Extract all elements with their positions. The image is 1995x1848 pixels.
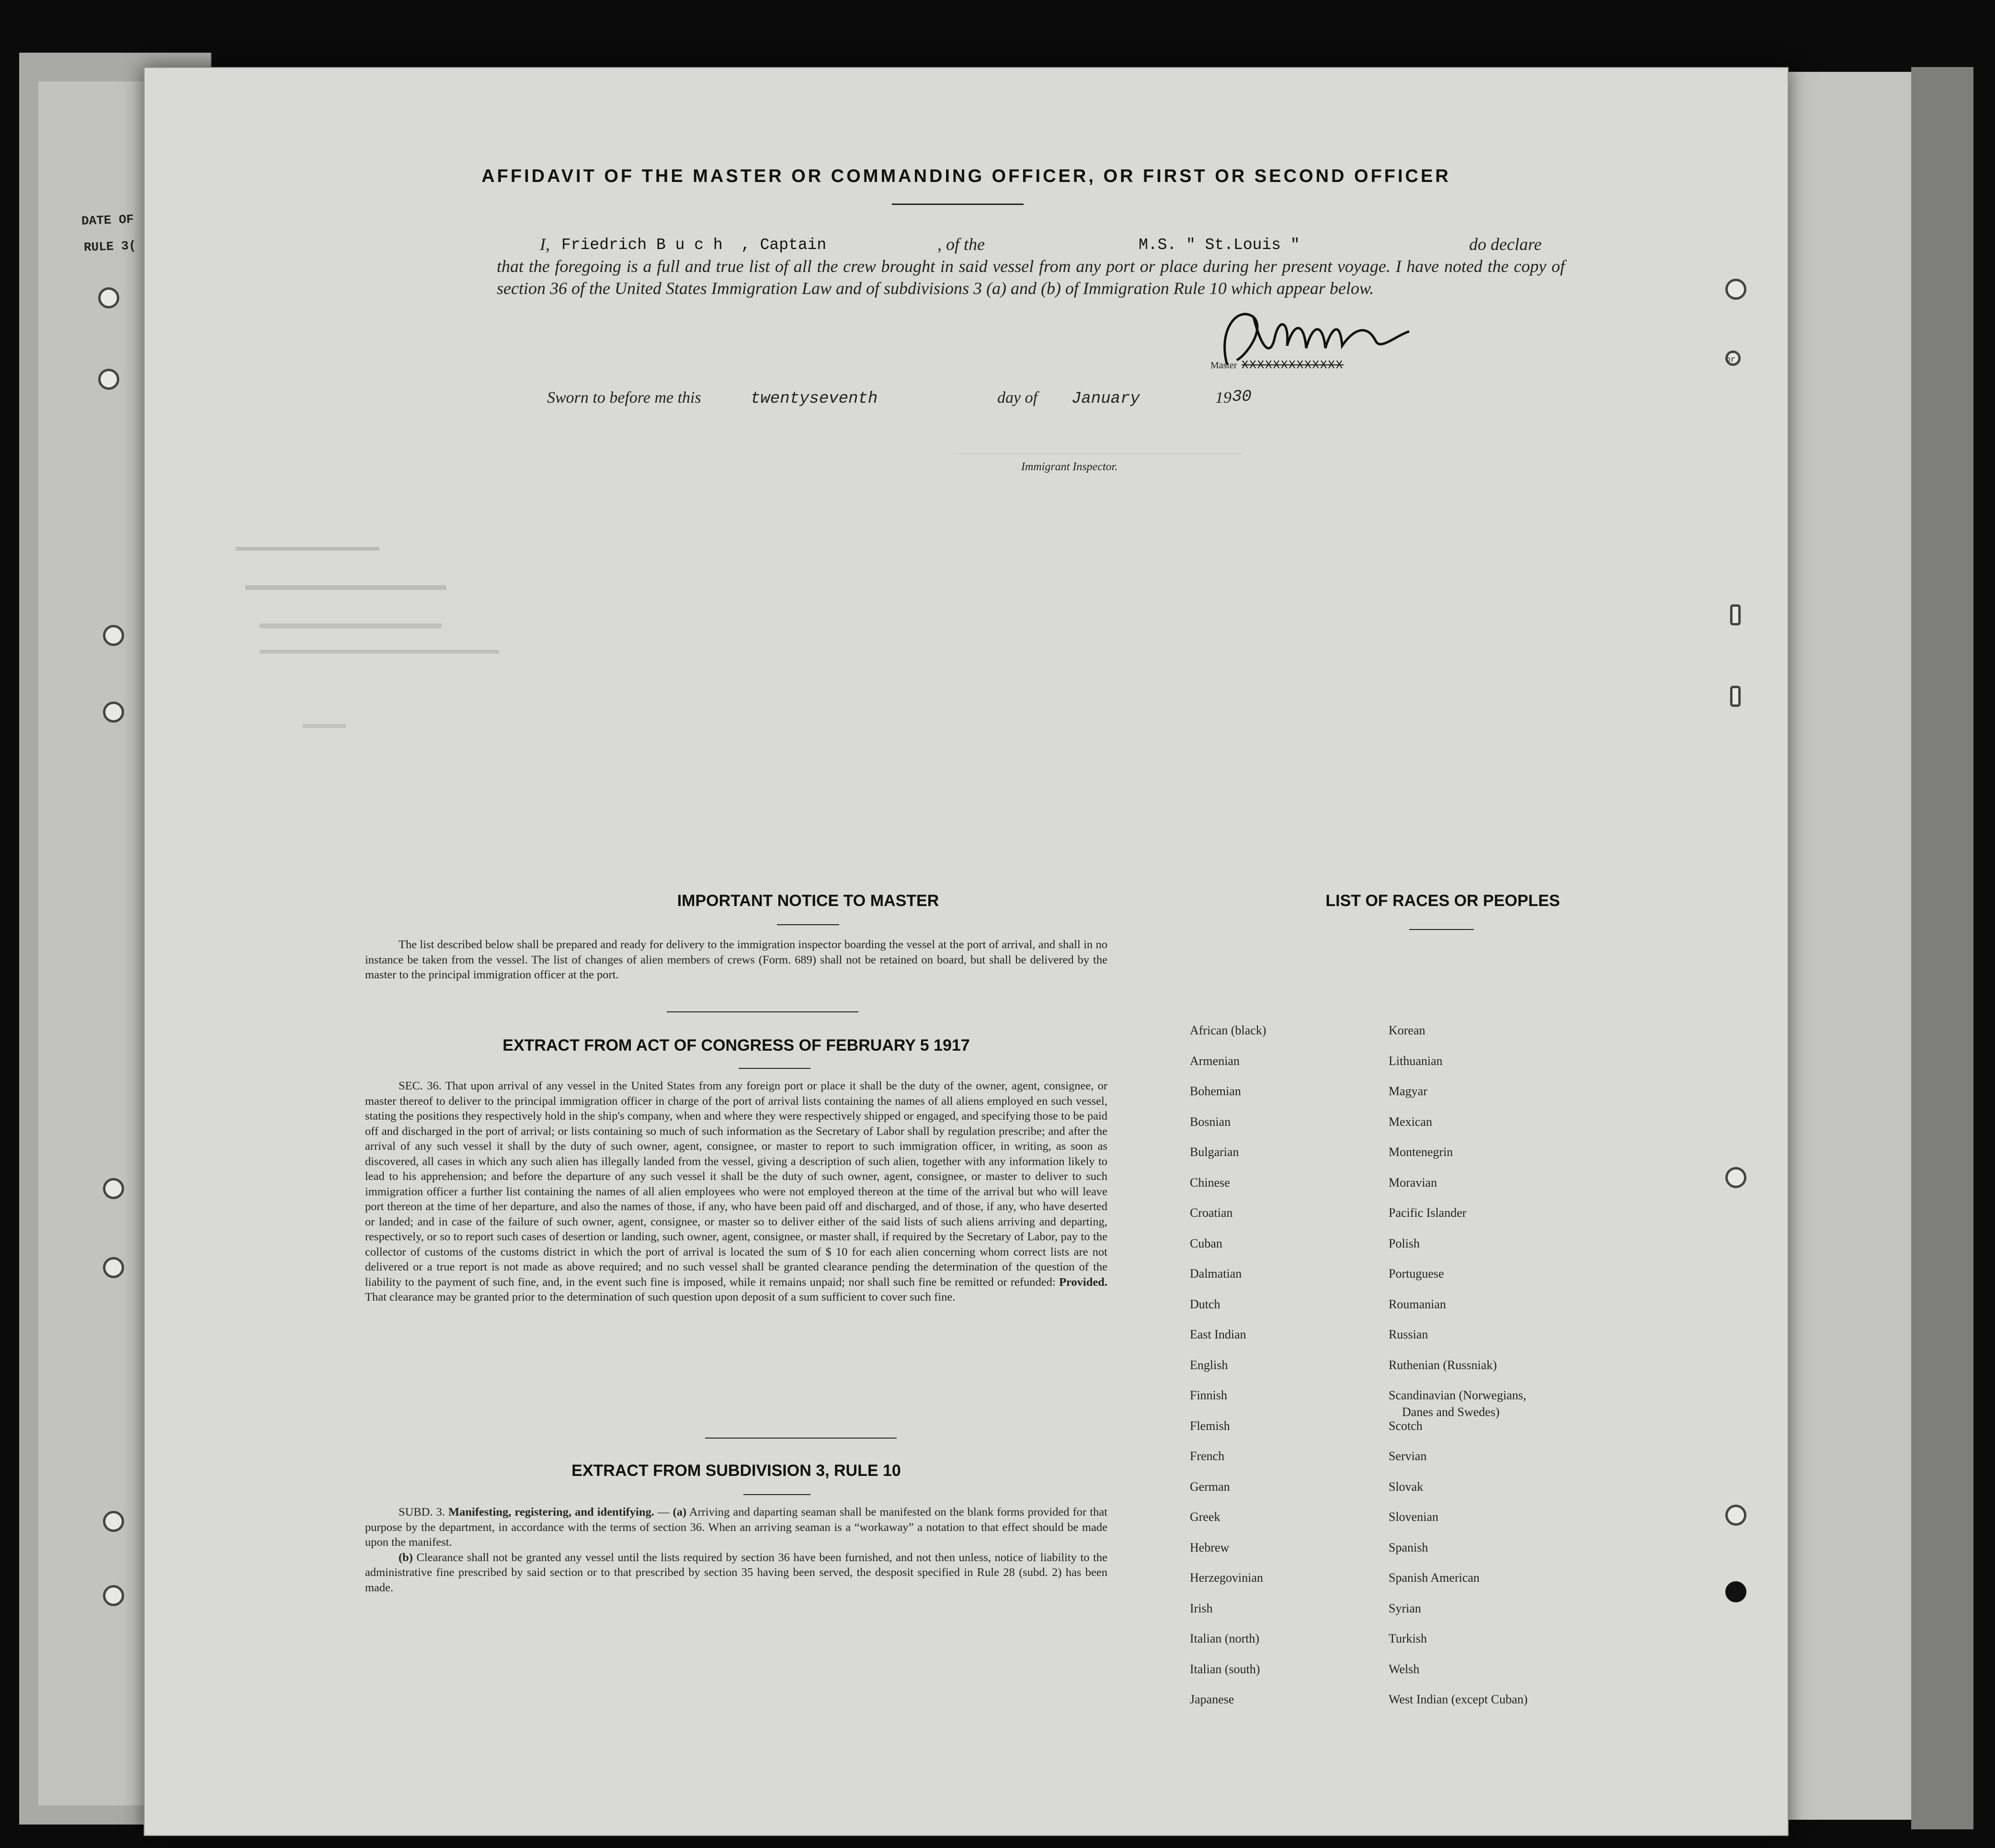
race-item: Syrian [1389,1601,1421,1615]
race-item: Spanish American [1389,1571,1480,1585]
race-item: Dalmatian [1190,1267,1242,1281]
races-column-2 [1389,1023,1528,1723]
underlying-stamp-line2: RULE 3( [83,238,137,255]
underlying-stamp-line1: DATE OF [81,212,134,228]
race-item: Welsh [1389,1662,1420,1676]
vessel-name: M.S. " St.Louis " [1139,236,1300,254]
rule-extract-text [365,1505,1107,1595]
subd-heading: Manifesting, registering, and identifying. [448,1506,654,1519]
affidavit-statement [497,233,1565,299]
master-struck-title: XXXXXXXXXXXXX [1242,359,1344,372]
inspector-label: Immigrant Inspector. [1021,461,1118,473]
title-rule [892,204,1024,205]
inspector-signature-line [954,453,1242,454]
race-item: Bohemian [1190,1084,1241,1098]
race-item: Armenian [1190,1054,1240,1068]
para-a-label: (a) [673,1506,687,1519]
race-item: Ruthenian (Russniak) [1389,1358,1497,1372]
races-continuation: Danes and Swedes) [1402,1405,1500,1419]
rule-extract-rule [743,1494,810,1495]
race-item: Servian [1389,1449,1427,1463]
act-extract-end: That clearance may be granted prior to the determination of such question upon deposit of a sum sufficient to cover such fine. [365,1291,956,1304]
notice-title: IMPORTANT NOTICE TO MASTER [677,892,939,910]
punch-hole [1725,279,1746,300]
para-b-text: Clearance shall not be granted any vessel until the lists required by section 36 have been furnished, and not then unless, notice of liability to the administrative fine prescribed by said section or to that prescribed by section 35 having been served, the desposit specified in Rule 28 (subd. 2) has been made. [365,1551,1108,1594]
act-extract-text [365,1078,1107,1305]
race-item: Montenegrin [1389,1145,1453,1159]
para-a-text: Arriving and daparting seaman shall be manifested on the blank forms provided for that purpose by the department, in accordance with the terms of section 36. When an arriving seaman is a “workaway” a notation to that effect should be made upon the manifest. [365,1506,1108,1549]
act-extract-separator [705,1438,897,1439]
race-item: Dutch [1190,1297,1220,1311]
bleed-through-mark [260,624,442,628]
affidavit-line-1 [497,233,1565,255]
do-declare-label: do declare [1469,235,1542,254]
punch-slot [1730,686,1741,707]
notice-text: The list described below shall be prepared and ready for delivery to the immigration inspector boarding the vessel at the port of arrival, and shall in no instance be taken from the vessel. The list of changes of alien members of crews (Form. 689) shall not be retained on board, but shall be delivered by the master to the principal immigration officer at the port. [365,938,1107,981]
master-label: Master [1210,360,1237,371]
race-item: Italian (north) [1190,1632,1260,1645]
race-item: Italian (south) [1190,1662,1260,1676]
punch-slot [1730,604,1741,625]
races-column-1 [1190,1023,1266,1723]
rule-extract-para-a [365,1505,1107,1550]
i-label: I, [540,235,550,254]
race-item: Greek [1190,1510,1220,1524]
races-rule [1409,929,1474,930]
affidavit-document-page [144,67,1789,1836]
race-item: Cuban [1190,1236,1222,1250]
race-item: Pacific Islander [1389,1206,1467,1220]
bleed-through-mark [245,585,446,590]
race-item: Slovenian [1389,1510,1438,1524]
race-item: Mexican [1389,1114,1432,1129]
punch-hole [103,1178,124,1199]
notice-rule [777,924,839,925]
year-prefix: 19 [1215,389,1231,407]
punch-hole [103,625,124,646]
race-item: Polish [1389,1236,1420,1250]
of-the-label: , of the [937,235,985,254]
races-title: LIST OF RACES OR PEOPLES [1325,892,1560,910]
rule-extract-title: EXTRACT FROM SUBDIVISION 3, RULE 10 [571,1462,901,1480]
officer-name: Friedrich B u c h [561,236,723,254]
race-item: Chinese [1190,1175,1230,1190]
race-item: French [1190,1449,1225,1463]
race-item: Turkish [1389,1632,1427,1645]
race-item: English [1190,1358,1228,1372]
para-b-label: (b) [399,1551,413,1564]
underlying-page-strip [38,81,148,1805]
punch-hole [1725,1581,1746,1602]
punch-hole [103,1511,124,1532]
punch-hole [103,702,124,723]
punch-hole [98,287,119,308]
race-item: Hebrew [1190,1540,1230,1554]
race-item: West Indian (except Cuban) [1389,1692,1528,1706]
race-item: Bulgarian [1190,1145,1239,1159]
race-item: Moravian [1389,1175,1437,1190]
provided-label: Provided. [1059,1275,1107,1289]
race-item: Bosnian [1190,1114,1231,1129]
margin-mark: or [1725,355,1736,365]
race-item: Russian [1389,1327,1428,1341]
race-item: Slovak [1389,1479,1424,1494]
race-item: Scotch [1389,1418,1423,1433]
sworn-month: January [1072,390,1140,408]
race-item: German [1190,1479,1230,1494]
punch-hole [103,1257,124,1278]
punch-hole [103,1585,124,1606]
race-item: African (black) [1190,1023,1266,1037]
race-item: Lithuanian [1389,1054,1443,1068]
race-item: Magyar [1389,1084,1427,1098]
race-item: Irish [1190,1601,1213,1615]
punch-hole [1725,1505,1746,1526]
day-of-label: day of [997,389,1038,407]
race-item: Scandinavian (Norwegians, [1389,1388,1527,1402]
bleed-through-mark [260,650,499,654]
underlying-page-edge [1911,67,1973,1829]
race-item: Flemish [1190,1418,1230,1433]
year-suffix: 30 [1232,388,1252,406]
race-item: Japanese [1190,1692,1234,1706]
notice-separator [667,1011,858,1012]
sworn-day: twentyseventh [751,390,878,408]
race-item: Korean [1389,1023,1425,1037]
sworn-label: Sworn to before me this [547,389,701,407]
bleed-through-mark [303,724,346,728]
punch-hole [98,369,119,390]
affidavit-statement-text: that the foregoing is a full and true list of all the crew brought in said vessel from any port or place during her present voyage. I have noted the copy of section 36 of the United States Immigration Law and of subdivisions 3 (a) and (b) of Immigration Rule 10 which appear below. [497,257,1565,298]
act-extract-title: EXTRACT FROM ACT OF CONGRESS OF FEBRUARY 5 1917 [502,1036,970,1054]
officer-rank: , Captain [741,236,827,254]
race-item: Roumanian [1389,1297,1446,1311]
subd-dash: — [657,1506,670,1519]
race-item: Croatian [1190,1206,1233,1220]
affidavit-title: AFFIDAVIT OF THE MASTER OR COMMANDING OFFICER, OR FIRST OR SECOND OFFICER [481,166,1451,186]
race-item: Herzegovinian [1190,1571,1264,1585]
punch-hole [1725,1167,1746,1188]
race-item: Portuguese [1389,1267,1444,1281]
bleed-through-mark [236,547,379,551]
rule-extract-para-b [365,1550,1107,1596]
race-item: Spanish [1389,1540,1428,1554]
race-item: East Indian [1190,1327,1246,1341]
act-extract-rule [739,1068,810,1069]
race-item: Finnish [1190,1388,1228,1402]
act-extract-body: SEC. 36. That upon arrival of any vessel in the United States from any foreign port or place it shall be the duty of the owner, agent, consignee, or master thereof to deliver to the principal immigration officer in charge of the port of arrival lists containing the names of all aliens employed en such vessel, stating the positions they respectively hold in the ship's company, when and where they were respectively shipped or engaged, and specifying those to be paid off and discharged in the port of arrival; or lists containing so much of such information as the Secretary of Labor shall by regulation prescribe; and after the arrival of any such vessel it shall by the duty of such owner, agent, consignee, or master to report to such immigration officer, in writing, as soon as discovered, all cases in which any such alien has illegally landed from the vessel, giving a description of such alien, together with any information likely to lead to his apprehension; and before the departure of any such vessel it shall be the duty of such owner, agent, consignee, or master to deliver to such immigration officer a further list containing the names of all alien employees who were not employed thereon at the time of the arrival but who will leave port thereon at the time of her departure, and also the names of those, if any, who have been paid off and discharged, and of those, if any, who have deserted or landed; and in case of the failure of such owner, agent, consignee, or master so to deliver either of the said lists of such aliens arriving and departing, respectively, or so to report such cases of desertion or landing, such owner, agent, consignee, or master shall, if required by the Secretary of Labor, pay to the collector of customs of the customs district in which the port of arrival is located the sum of $ 10 for each alien concerning whom correct lists are not delivered or a true report is not made as above required; and no such vessel shall be granted clearance pending the determination of the question of the liability to the payment of such fine, and, in the event such fine is imposed, while it remains unpaid; nor shall such fine be remitted or refunded: [365,1079,1107,1289]
subd-label: SUBD. 3. [399,1506,445,1519]
